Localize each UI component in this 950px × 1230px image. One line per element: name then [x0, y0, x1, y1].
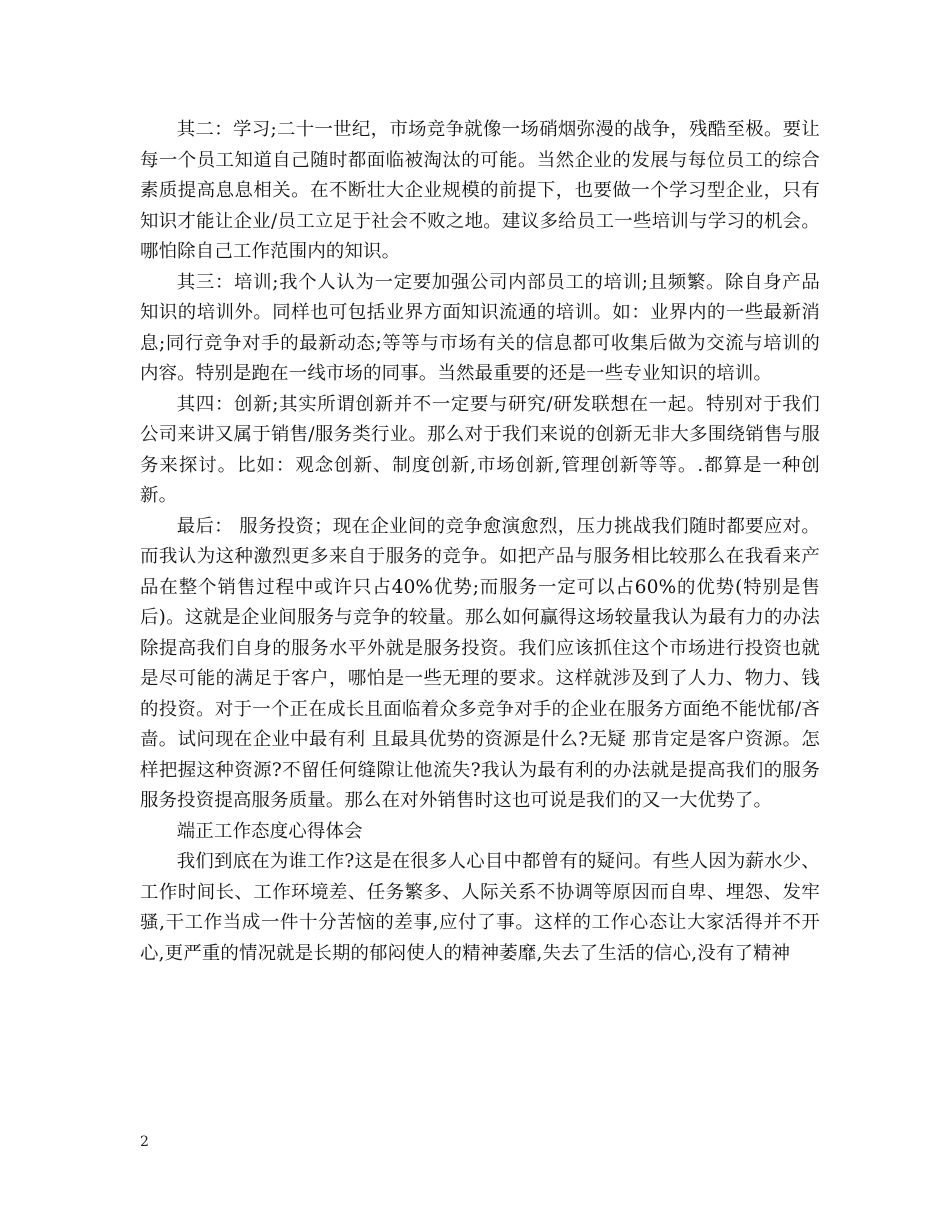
- paragraph-training: 其三：培训;我个人认为一定要加强公司内部员工的培训;且频繁。除自身产品知识的培训外。同样也可包括业界方面知识流通的培训。如：业界内的一些最新消息;同行竞争对手的最新动态;等等与市场有关的信息都可收集后做为交流与培训的内容。特别是跑在一线市场的同事。当然最重要的还是一些专业知识的培训。: [140, 271, 820, 384]
- paragraph-learning: 其二：学习;二十一世纪，市场竞争就像一场硝烟弥漫的战争，残酷至极。要让每一个员工知道自己随时都面临被淘汰的可能。当然企业的发展与每位员工的综合素质提高息息相关。在不断壮大企业规模的前提下，也要做一个学习型企业，只有知识才能让企业/员工立足于社会不败之地。建议多给员工一些培训与学习的机会。哪怕除自己工作范围内的知识。: [140, 119, 820, 262]
- section-heading: 端正工作态度心得体会: [176, 820, 363, 842]
- paragraph-innovation: 其四：创新;其实所谓创新并不一定要与研究/研发联想在一起。特别对于我们公司来讲又属于销售/服务类行业。那么对于我们来说的创新无非大多围绕销售与服务来探讨。比如：观念创新、制度创新,市场创新,管理创新等等。.都算是一种创新。: [140, 393, 820, 506]
- paragraph-work-attitude: 我们到底在为谁工作?这是在很多人心目中都曾有的疑问。有些人因为薪水少、工作时间长、工作环境差、任务繁多、人际关系不协调等原因而自卑、埋怨、发牢骚,干工作当成一件十分苦恼的差事,应付了事。这样的工作心态让大家活得并不开心,更严重的情况就是长期的郁闷使人的精神萎靡,失去了生活的信心,没有了精神: [140, 851, 820, 964]
- page-number: 2: [140, 1134, 149, 1150]
- document-page: [140, 115, 820, 969]
- paragraph-service-investment: 最后： 服务投资；现在企业间的竞争愈演愈烈，压力挑战我们随时都要应对。而我认为这种激烈更多来自于服务的竞争。如把产品与服务相比较那么在我看来产品在整个销售过程中或许只占40%优势;而服务一定可以占60%的优势(特别是售后)。这就是企业间服务与竞争的较量。那么如何赢得这场较量我认为最有力的办法除提高我们自身的服务水平外就是服务投资。我们应该抓住这个市场进行投资也就是尽可能的满足于客户，哪怕是一些无理的要求。这样就涉及到了人力、物力、钱的投资。对于一个正在成长且面临着众多竞争对手的企业在服务方面绝不能忧郁/吝啬。试问现在企业中最有利 且最具优势的资源是什么?无疑 那肯定是客户资源。怎样把握这种资源?不留任何缝隙让他流失?我认为最有利的办法就是提高我们的服务服务投资提高服务质量。那么在对外销售时这也可说是我们的又一大优势了。: [140, 515, 820, 811]
